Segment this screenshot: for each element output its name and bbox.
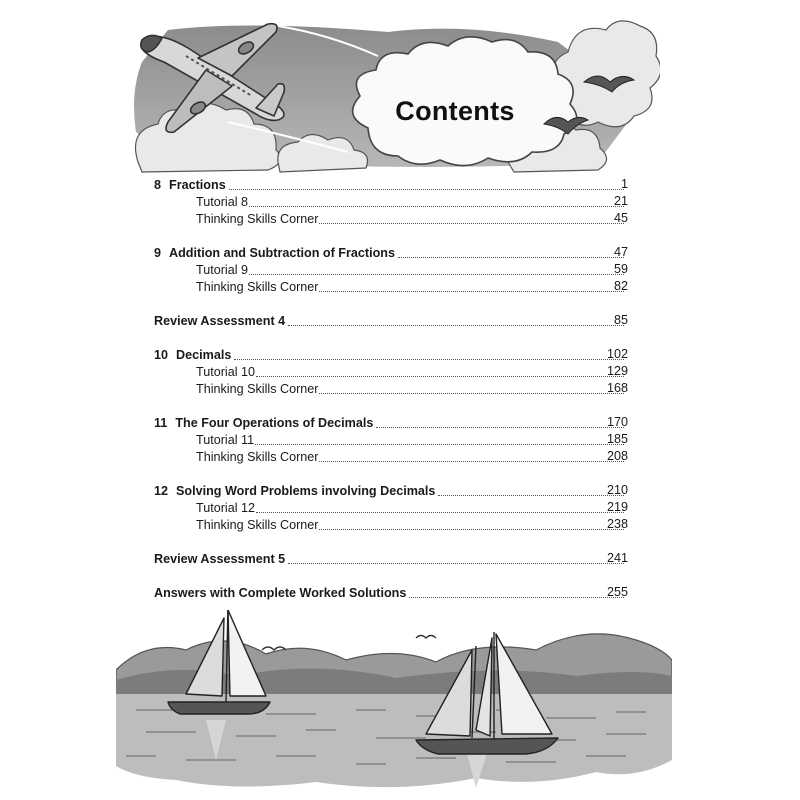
dot-leader xyxy=(256,374,624,377)
entry-label: Tutorial 9 xyxy=(196,263,249,277)
dot-leader xyxy=(319,527,624,530)
page-number: 168 xyxy=(606,381,628,395)
chapter-number: 10 xyxy=(154,348,169,362)
page-number: 210 xyxy=(606,483,628,497)
bird-icon xyxy=(416,636,436,639)
page-number: 129 xyxy=(606,364,628,378)
toc-chapter xyxy=(154,482,628,499)
page-number: 241 xyxy=(606,551,628,565)
toc-section xyxy=(154,550,628,567)
toc-subentry xyxy=(196,380,628,397)
dot-leader xyxy=(319,221,624,224)
entry-label: Tutorial 12 xyxy=(196,501,256,515)
page-number: 45 xyxy=(613,211,628,225)
entry-label: Answers with Complete Worked Solutions xyxy=(154,586,407,600)
page-number: 1 xyxy=(620,177,628,191)
dot-leader xyxy=(288,323,624,326)
toc-subentry xyxy=(196,210,628,227)
dot-leader xyxy=(319,289,624,292)
toc-subentry xyxy=(196,261,628,278)
toc-subentry xyxy=(196,516,628,533)
dot-leader xyxy=(319,391,624,394)
toc-subentry xyxy=(196,448,628,465)
dot-leader xyxy=(256,510,624,513)
dot-leader xyxy=(234,357,624,360)
dot-leader xyxy=(319,459,624,462)
entry-label: Review Assessment 5 xyxy=(154,552,286,566)
toc-chapter xyxy=(154,346,628,363)
dot-leader xyxy=(249,204,624,207)
page-number: 238 xyxy=(606,517,628,531)
toc-subentry xyxy=(196,193,628,210)
entry-label: Tutorial 11 xyxy=(196,433,255,447)
toc-subentry xyxy=(196,499,628,516)
entry-label: Thinking Skills Corner xyxy=(196,518,319,532)
toc-chapter xyxy=(154,176,628,193)
chapter-number: 8 xyxy=(154,178,162,192)
dot-leader xyxy=(255,442,624,445)
dot-leader xyxy=(376,425,624,428)
toc-section xyxy=(154,312,628,329)
toc-chapter xyxy=(154,244,628,261)
page-number: 255 xyxy=(606,585,628,599)
toc-section xyxy=(154,584,628,601)
toc-subentry xyxy=(196,363,628,380)
entry-label: Tutorial 10 xyxy=(196,365,256,379)
entry-label: Review Assessment 4 xyxy=(154,314,286,328)
page-number: 47 xyxy=(613,245,628,259)
entry-label: Thinking Skills Corner xyxy=(196,212,319,226)
dot-leader xyxy=(229,187,624,190)
entry-label: Fractions xyxy=(169,178,226,192)
page-number: 59 xyxy=(613,262,628,276)
entry-label: Decimals xyxy=(176,348,232,362)
page-number: 21 xyxy=(613,194,628,208)
dot-leader xyxy=(249,272,624,275)
chapter-number: 9 xyxy=(154,246,162,260)
page-number: 208 xyxy=(606,449,628,463)
page-number: 85 xyxy=(613,313,628,327)
page-number: 185 xyxy=(606,432,628,446)
chapter-number: 11 xyxy=(154,416,168,430)
entry-label: Solving Word Problems involving Decimals xyxy=(176,484,436,498)
footer-illustration xyxy=(116,610,672,795)
page-number: 82 xyxy=(613,279,628,293)
page-number: 102 xyxy=(606,347,628,361)
chapter-number: 12 xyxy=(154,484,169,498)
entry-label: Tutorial 8 xyxy=(196,195,249,209)
page-number: 170 xyxy=(606,415,628,429)
entry-label: Thinking Skills Corner xyxy=(196,450,319,464)
toc-chapter xyxy=(154,414,628,431)
dot-leader xyxy=(288,561,624,564)
entry-label: The Four Operations of Decimals xyxy=(175,416,374,430)
toc-subentry xyxy=(196,278,628,295)
entry-label: Thinking Skills Corner xyxy=(196,280,319,294)
page-number: 219 xyxy=(606,500,628,514)
toc-subentry xyxy=(196,431,628,448)
entry-label: Addition and Subtraction of Fractions xyxy=(169,246,395,260)
page-title: Contents xyxy=(395,96,515,126)
entry-label: Thinking Skills Corner xyxy=(196,382,319,396)
